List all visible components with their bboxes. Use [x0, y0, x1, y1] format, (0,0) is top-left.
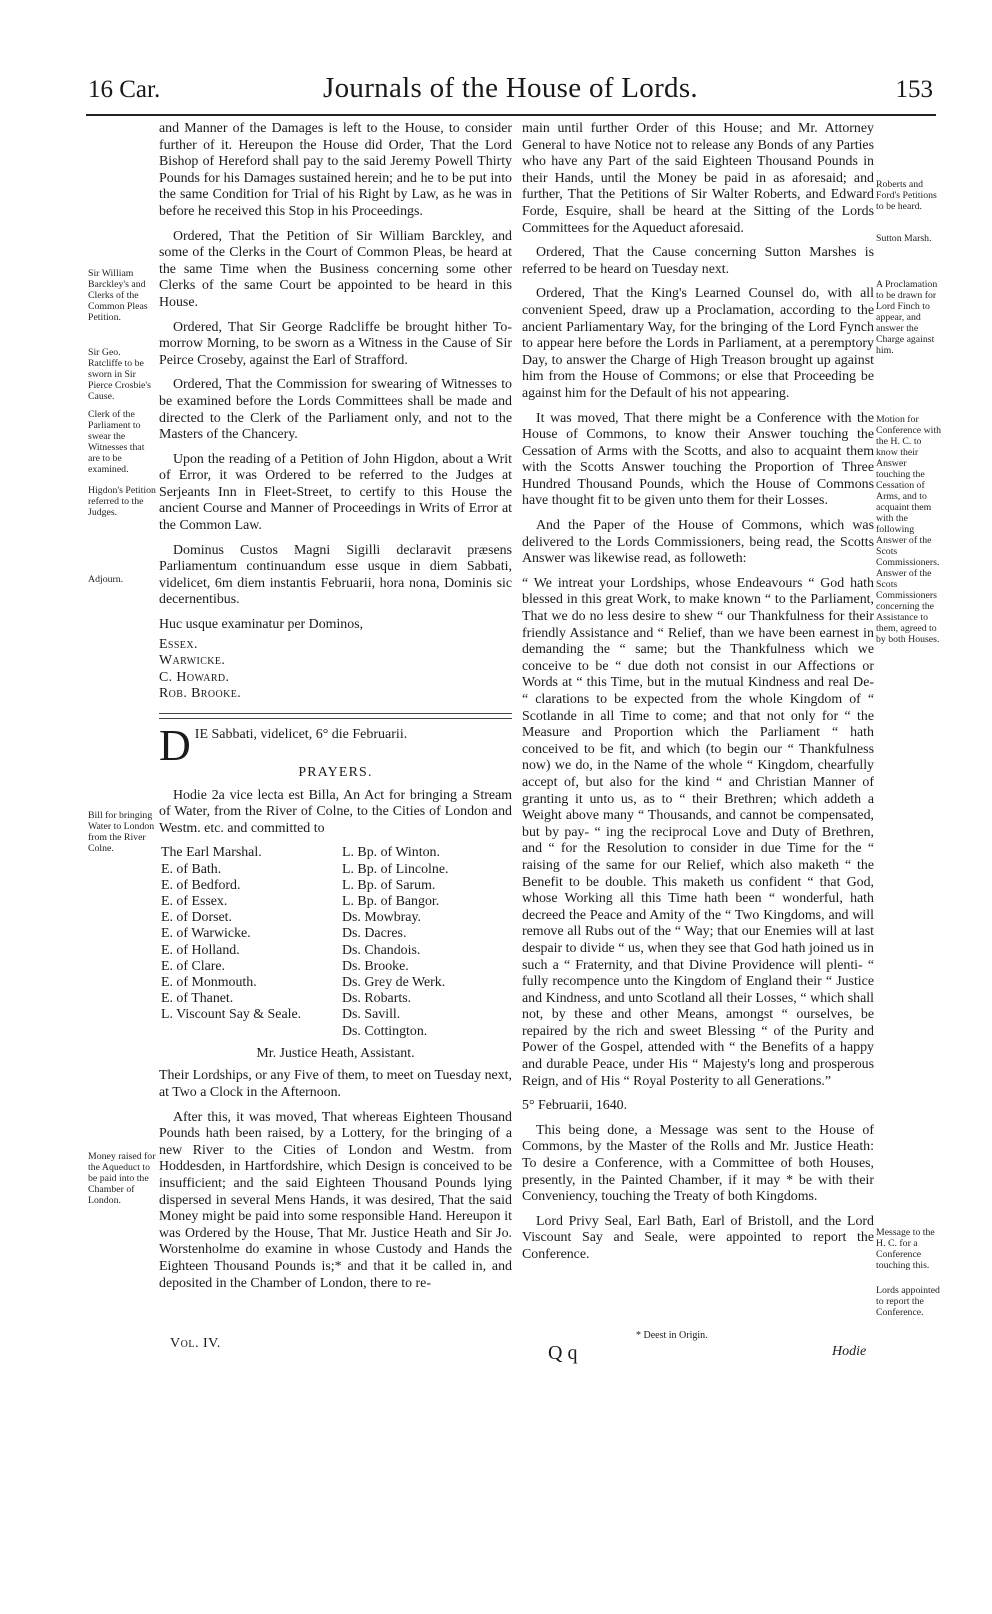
margin-note-sutton-marsh: Sutton Marsh. — [876, 233, 932, 244]
paragraph-higdon: Upon the reading of a Petition of John Higdon, about a Writ of Error, it was Ordered to be referred to the Judges at Serjeants Inn in Fleet-Street, to certify to this House the ancient Course and Manner of Proceedings in Writs of Error at the Common Law. — [159, 451, 512, 534]
margin-note-reporters: Lords appointed to report the Conference. — [876, 1285, 940, 1318]
margin-note-ratcliffe: Sir Geo. Ratcliffe to be sworn in Sir Pierce Crosbie's Cause. — [88, 347, 151, 402]
paragraph-lottery-money: After this, it was moved, That whereas Eighteen Thousand Pounds hath been raised, by a Lottery, for the bringing of a new River to the Cities of London and Westm. from Hoddesden, in Hartfordshire, which Design is conceived to be insufficient; and the said Eighteen Thousand Pounds lying dispersed in several Mens Hands, it was desired, That the said Money might be paid into some responsible Hand. Hereupon it was Ordered by the House, That Mr. Justice Heath and Sir Jo. Worstenholme do examine in whose Custody and Hands the Eighteen Thousand Pounds is;* and that it be called in, and deposited in the Chamber of London, there to re- — [159, 1109, 512, 1291]
examination-block — [159, 617, 512, 703]
committee-list — [161, 845, 512, 1039]
drop-cap: D — [159, 721, 191, 770]
committee-member: Ds. Grey de Werk. — [342, 975, 446, 990]
paragraph-paper-read: And the Paper of the House of Commons, which was delivered to the Lords Commissioners, being read, the Scotts Answer was likewise read, as followeth: — [522, 518, 874, 567]
committee-member: Ds. Robarts. — [342, 991, 412, 1007]
committee-member: E. of Clare. — [161, 958, 226, 974]
committee-member: The Earl Marshal. — [161, 845, 262, 861]
margin-note-water-bill: Bill for bringing Water to London from the River Colne. — [88, 810, 155, 854]
paragraph-conference-motion: It was moved, That there might be a Conference with the House of Commons, to know their Answer touching the Cessation of Arms with the Scotts, and also to acquaint them with the Scotts Answer touching the Proportion of Three Hundred Thousand Pounds, which the House of Commons have thought fit to be given unto them for their Losses. — [522, 410, 874, 509]
committee-member: L. Bp. of Sarum. — [342, 877, 436, 893]
left-column — [159, 121, 512, 1300]
committee-member: Ds. Savill. — [342, 1007, 401, 1023]
volume-label: Vol. IV. — [170, 1336, 221, 1351]
committee-member: L. Bp. of Lincolne. — [342, 861, 449, 877]
committee-lords-right — [342, 845, 512, 1039]
paragraph-water-bill: Hodie 2a vice lecta est Billa, An Act for bringing a Stream of Water, from the River of Colne, to the Cities of London and Westm. etc. and committed to — [159, 787, 512, 836]
committee-member: E. of Essex. — [161, 893, 228, 909]
committee-member: E. of Thanet. — [161, 991, 234, 1007]
signatory: Rob. Brooke. — [159, 686, 242, 702]
margin-note-aqueduct-money: Money raised for the Aqueduct to be paid into the Chamber of London. — [88, 1151, 156, 1206]
section-rule — [159, 713, 512, 714]
header-rule — [86, 114, 936, 116]
header-title: Journals of the House of Lords. — [323, 72, 698, 104]
margin-note-adjourn: Adjourn. — [88, 574, 124, 585]
date-heading — [159, 721, 512, 770]
date-heading-text: IE Sabbati, videlicet, 6° die Februarii. — [194, 727, 408, 742]
signatory: C. Howard. — [159, 669, 230, 685]
page-number: 153 — [895, 76, 933, 103]
committee-member: Ds. Mowbray. — [342, 910, 421, 926]
signatory: Essex. — [159, 636, 198, 652]
paragraph-proclamation: Ordered, That the King's Learned Counsel do, with all convenient Speed, draw up a Proclamation, according to the ancient Parliamentary Way, for the bringing of the Lord Fynch to appear here before the Lords in Parliament, at a peremptory Day, to answer the Charge of High Treason brought up against him from the House of Commons; or else that Proceeding be against him for the Default of his not appearing. — [522, 286, 874, 401]
header-reign: 16 Car. — [88, 76, 161, 103]
paragraph-commission-order: Ordered, That the Commission for swearing of Witnesses to be examined before the Lords Committees shall be made and directed to the Clerk of the Parliament only, and not to the Masters of the Chancery. — [159, 377, 512, 443]
margin-note-proclamation: A Proclamation to be drawn for Lord Finch to appear, and answer the Charge against him. — [876, 279, 938, 356]
committee-member: Ds. Cottington. — [342, 1023, 428, 1039]
committee-member: E. of Bedford. — [161, 877, 241, 893]
paragraph-adjournment: Dominus Custos Magni Sigilli declaravit præsens Parliamentum continuandum esse usque in diem Sabbati, videlicet, 6m diem instantis Februarii, hora nona, Dominis sic decernentibus. — [159, 542, 512, 608]
paragraph-damages: and Manner of the Damages is left to the House, to consider further of it. Hereupon the House did Order, That the Lord Bishop of Hereford shall pay to the said Jeremy Powell Thirty Pounds for his Damages sustained herein; and he to be put into the same Condition for Trial of his Right by Law, as he was in before he received this Stop in his Proceedings. — [159, 121, 512, 219]
assistant-line: Mr. Justice Heath, Assistant. — [256, 1045, 415, 1061]
margin-note-message: Message to the H. C. for a Conference touching this. — [876, 1227, 935, 1271]
footnote: * Deest in Origin. — [636, 1330, 708, 1341]
paragraph-radcliffe-order: Ordered, That Sir George Radcliffe be brought hither To-morrow Morning, to be sworn as a Witness in the Cause of Sir Peirce Croseby, against the Earl of Strafford. — [159, 319, 512, 368]
signature-mark: Q q — [548, 1342, 578, 1364]
committee-member: E. of Holland. — [161, 942, 240, 958]
paragraph-message: This being done, a Message was sent to the House of Commons, by the Master of the Rolls and Mr. Justice Heath: To desire a Conference, with a Committee of both Houses, presently, in the Painted Chamber, if it may * be with their Conveniency, touching the Treaty of both Kingdoms. — [522, 1122, 874, 1205]
margin-note-scots-answer: Answer of the Scots Commissioners concerning the Assistance to them, agreed to by both Houses. — [876, 568, 940, 645]
running-header — [88, 72, 933, 116]
committee-member: E. of Bath. — [161, 861, 222, 877]
margin-note-roberts-forde: Roberts and Ford's Petitions to be heard. — [876, 179, 937, 212]
section-rule — [159, 718, 512, 719]
quote-date: 5° Februarii, 1640. — [522, 1098, 628, 1114]
paragraph-barckley-order: Ordered, That the Petition of Sir William Barckley, and some of the Clerks in the Court of Common Pleas, be heard at the same Time when the Business concerning some other Clerks of the same Court be appointed to be heard in this House. — [159, 228, 512, 310]
committee-lords-left — [161, 845, 321, 1039]
paragraph-attorney: main until further Order of this House; and Mr. Attorney General to have Notice not to release any Bonds of any Parties who have any Part of the said Eighteen Thousand Pounds in their Hands, until the Money be paid in as aforesaid; and further, That the Petitions of Sir Walter Roberts, and Edward Forde, Esquire, shall be heard at the Sitting of the Lords Committees for the Aqueduct aforesaid. — [522, 121, 874, 236]
committee-member: E. of Warwicke. — [161, 926, 251, 942]
paragraph-sutton-marshes: Ordered, That the Cause concerning Sutton Marshes is referred to be heard on Tuesday next. — [522, 245, 874, 277]
committee-member: L. Viscount Say & Seale. — [161, 1007, 302, 1023]
margin-note-conference-motion: Motion for Conference with the H. C. to know their Answer touching the Cessation of Arms, and to acquaint them with the following Answer of the Scots Commissioners. — [876, 414, 942, 568]
committee-member: L. Bp. of Bangor. — [342, 893, 440, 909]
right-column — [522, 121, 874, 1272]
paragraph-meeting: Their Lordships, or any Five of them, to meet on Tuesday next, at Two a Clock in the Afternoon. — [159, 1068, 512, 1100]
margin-note-clerk: Clerk of the Parliament to swear the Witnesses that are to be examined. — [88, 409, 145, 475]
paragraph-reporters: Lord Privy Seal, Earl Bath, Earl of Bristoll, and the Lord Viscount Say and Seale, were appointed to report the Conference. — [522, 1213, 874, 1262]
committee-member: E. of Dorset. — [161, 910, 232, 926]
margin-note-barckley: Sir William Barckley's and Clerks of the Common Pleas Petition. — [88, 268, 148, 323]
committee-member: Ds. Brooke. — [342, 958, 409, 974]
signatory: Warwicke. — [159, 653, 226, 669]
margin-note-higdon: Higdon's Petition referred to the Judges. — [88, 485, 156, 518]
catchword: Hodie — [832, 1344, 867, 1359]
scots-answer-quote: “ We intreat your Lordships, whose Endeavours “ God hath blessed in this great Work, to make known “ to the Parliament, That we do no less desire to shew “ our Thankfulness for their friendly Assistance and “ Relief, than we have been earnest in demanding the “ same; but the Thankfulness which we conceive to be “ due doth not consist in our Affections or Words at “ this Time, but in the mutual Kindness and real De- “ clarations to be expected from the whole Kingdom of “ Scotlande in all Time to come; and that not only for “ the Measure and Proportion which the Parliament “ hath conceived to be fit, and which (to begin our “ Thankfulness now) we do, in the Name of the whole “ Kingdom, chearfully accept of, but also for the kind “ and Christian Manner of granting it unto us, as to “ their Brethren; which addeth a Weight above many “ Thousands, and cannot be compensated, but by pay- “ ing the reciprocal Love and Duty of Brethren, and “ for the Resolution to consider in due Time for the “ raising of the same for our Relief, which also maketh “ the Benefit to be double. This maketh us confident “ that God, whose Working all this Time hath been “ wonderful, hath decreed the Peace and Amity of the “ Two Kingdoms, and will remove all Rubs out of the “ Way; that our Enemies will at last despair to divide “ us, when they see that God hath joined us in such a “ Fraternity, and that Divine Providence will plenti- “ fully recompence unto the Kingdom of England their “ Justice and Kindness, and unto Scotland all their Losses, “ which shall not, by these and other Means, amongst “ ourselves, be repaired by the rich and sweet Blessing “ of the Purity and Power of the Gospel, attended with “ the Benefits of a happy and durable Peace, under His “ Majesty's long and prosperous Reign, and of His “ Royal Posterity to all Generations.” — [522, 575, 874, 1089]
committee-member: Ds. Dacres. — [342, 926, 407, 942]
examinatur-line: Huc usque examinatur per Dominos, — [159, 617, 364, 633]
committee-member: E. of Monmouth. — [161, 975, 257, 990]
committee-member: Ds. Chandois. — [342, 942, 421, 958]
prayers-heading: PRAYERS. — [298, 765, 373, 780]
committee-member: L. Bp. of Winton. — [342, 845, 440, 861]
